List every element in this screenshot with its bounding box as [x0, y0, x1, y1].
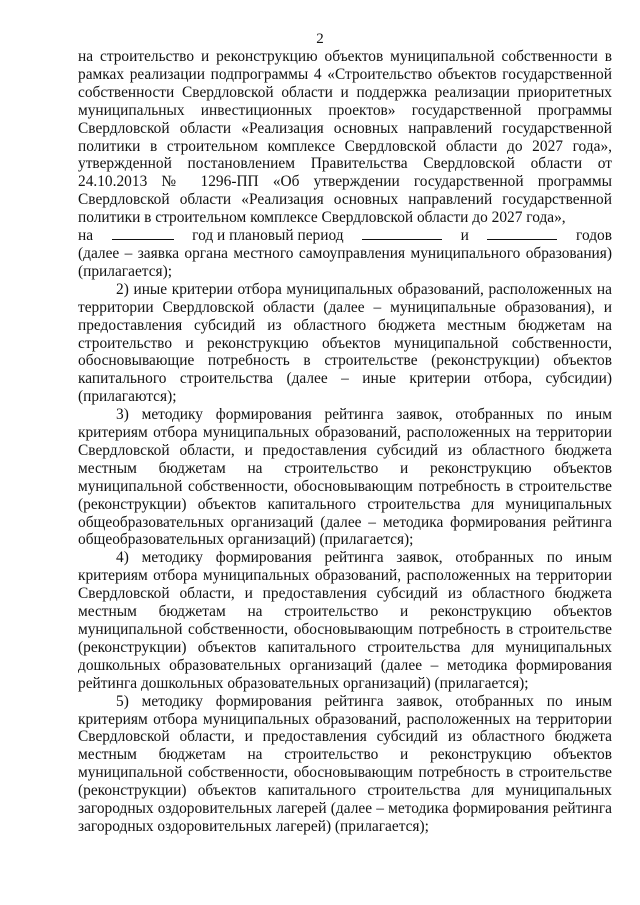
- paragraph-item-4: 4) методику формирования рейтинга заявок, отобранных по иным критериям отбора муниципальных образований, расположенных на территории Свердловской области, и предоставления субсидий из областного бюджета местным бюджетам на строительство и реконструкцию объектов муниципальной собственности, обосновывающим потребность в строительстве (реконструкции) объектов капитального строительства для муниципальных дошкольных образовательных организаций (далее – методика формирования рейтинга дошкольных образовательных организаций) (прилагается);: [78, 549, 612, 692]
- text-godov: годов: [576, 227, 612, 245]
- paragraph-intro-end: (далее – заявка органа местного самоуправления муниципального образования) (прилагается);: [78, 244, 612, 280]
- text-na: на: [78, 227, 94, 245]
- blank-year-field: [112, 227, 174, 240]
- paragraph-item-2: 2) иные критерии отбора муниципальных образований, расположенных на территории Свердловской области (далее – муниципальные образования), и предоставления субсидий из областного бюджета местным бюджетам на строительство и реконструкцию объектов муниципальной собственности, обосновывающие потребность в строительстве (реконструкции) объектов капитального строительства (далее – иные критерии отбора, субсидии) (прилагаются);: [78, 280, 612, 406]
- paragraph-item-3: 3) методику формирования рейтинга заявок, отобранных по иным критериям отбора муниципальных образований, расположенных на территории Свердловской области, и предоставления субсидий из областного бюджета местным бюджетам на строительство и реконструкцию объектов муниципальной собственности, обосновывающим потребность в строительстве (реконструкции) объектов капитального строительства для муниципальных общеобразовательных организаций (далее – методика формирования рейтинга общеобразовательных организаций) (прилагается);: [78, 406, 612, 549]
- text-i: и: [460, 227, 469, 245]
- blank-period-end-field: [487, 227, 557, 240]
- paragraph-item-5: 5) методику формирования рейтинга заявок, отобранных по иным критериям отбора муниципальных образований, расположенных на территории Свердловской области, и предоставления субсидий из областного бюджета местным бюджетам на строительство и реконструкцию объектов муниципальной собственности, обосновывающим потребность в строительстве (реконструкции) объектов капитального строительства для муниципальных загородных оздоровительных лагерей (далее – методика формирования рейтинга загородных оздоровительных лагерей) (прилагается);: [78, 692, 612, 835]
- blank-period-start-field: [362, 227, 442, 240]
- page-number: 2: [316, 31, 324, 47]
- document-body: [78, 48, 612, 836]
- paragraph-intro: на строительство и реконструкцию объектов муниципальной собственности в рамках реализации подпрограммы 4 «Строительство объектов государственной собственности Свердловской области и поддержка реализации приоритетных муниципальных инвестиционных проектов» государственной программы Свердловской области «Реализация основных направлений государственной политики в строительном комплексе Свердловской области до 2027 года», утвержденной постановлением Правительства Свердловской области от 24.10.2013 № 1296-ПП «Об утверждении государственной программы Свердловской области «Реализация основных направлений государственной политики в строительном комплексе Свердловской области до 2027 года»,: [78, 48, 612, 227]
- paragraph-intro-year-line: [78, 227, 612, 245]
- text-god-planovyi-period: год и плановый период: [192, 227, 344, 245]
